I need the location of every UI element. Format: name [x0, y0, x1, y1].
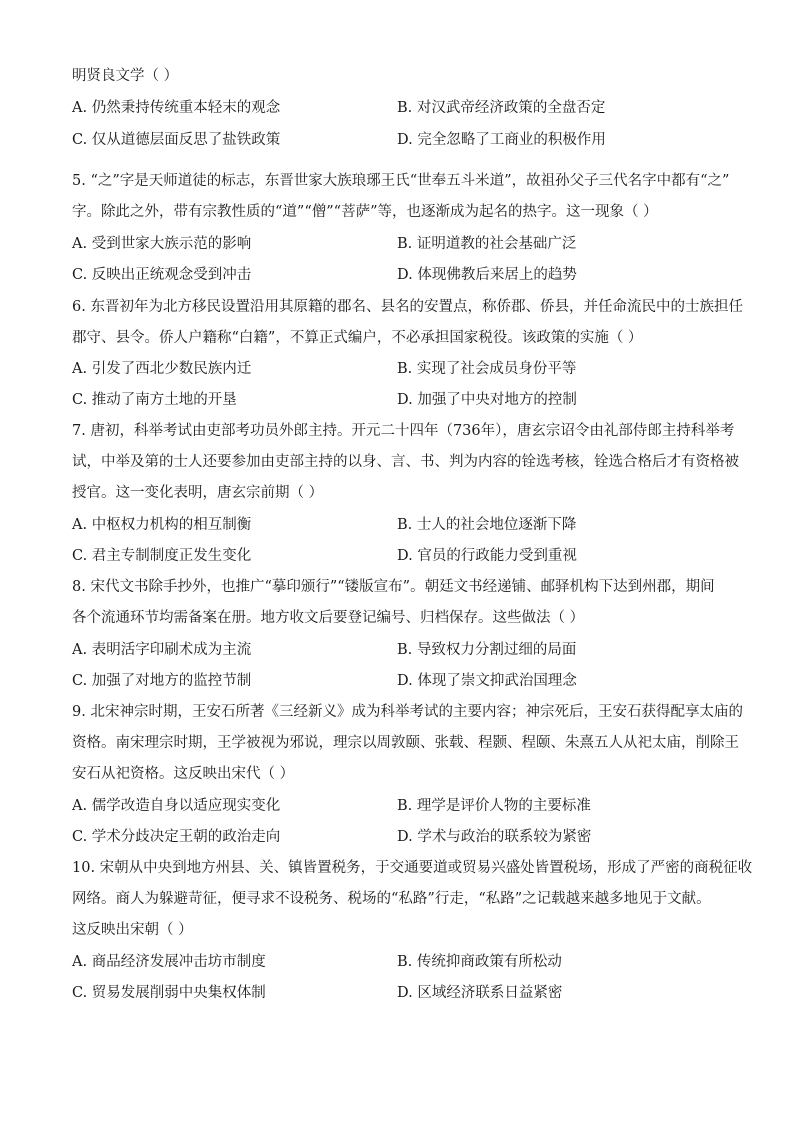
question-6-stem-line-2: 郡守、县令。侨人户籍称“白籍”，不算正式编户，不必承担国家税役。该政策的实施（ ） [72, 330, 643, 346]
question-9-option-c: C. 学术分歧决定王朝的政治走向 [72, 829, 281, 845]
question-6-stem-line-1: 6. 东晋初年为北方移民设置沿用其原籍的郡名、县名的安置点，称侨郡、侨县，并任命流民中的士族担任 [72, 299, 743, 315]
question-8-option-d: D. 体现了崇文抑武治国理念 [397, 673, 577, 689]
question-7-option-c: C. 君主专制制度正发生变化 [72, 548, 252, 564]
question-10-stem-line-3: 这反映出宋朝（ ） [72, 922, 193, 938]
question-4-option-a: A. 仍然秉持传统重本轻末的观念 [72, 100, 281, 116]
question-4-option-b: B. 对汉武帝经济政策的全盘否定 [397, 100, 606, 116]
question-6-option-a: A. 引发了西北少数民族内迁 [72, 361, 252, 377]
question-10-stem-line-1: 10. 宋朝从中央到地方州县、关、镇皆置税务，于交通要道或贸易兴盛处皆置税场，形成了严密的商税征收 [72, 860, 753, 876]
question-9-option-d: D. 学术与政治的联系较为紧密 [397, 829, 592, 845]
question-6-option-c: C. 推动了南方土地的开垦 [72, 392, 237, 408]
question-6-option-d: D. 加强了中央对地方的控制 [397, 392, 577, 408]
question-4-option-c: C. 仅从道德层面反思了盐铁政策 [72, 132, 281, 148]
question-6-option-b: B. 实现了社会成员身份平等 [397, 361, 577, 377]
question-10-option-d: D. 区域经济联系日益紧密 [397, 985, 563, 1001]
question-8-option-c: C. 加强了对地方的监控节制 [72, 673, 252, 689]
question-7-option-d: D. 官员的行政能力受到重视 [397, 548, 577, 564]
question-8-option-b: B. 导致权力分割过细的局面 [397, 642, 577, 658]
question-7-stem-line-1: 7. 唐初，科举考试由吏部考功员外郎主持。开元二十四年（736年），唐玄宗诏令由礼部侍郎主持科举考 [72, 423, 735, 439]
question-10-option-a: A. 商品经济发展冲击坊市制度 [72, 954, 266, 970]
question-5-option-d: D. 体现佛教后来居上的趋势 [397, 267, 577, 283]
question-5-stem-line-1: 5. “之”字是天师道徒的标志，东晋世家大族琅琊王氏“世奉五斗米道”，故祖孙父子三代名字中都有“之” [72, 173, 730, 189]
question-5-option-c: C. 反映出正统观念受到冲击 [72, 267, 252, 283]
question-5-option-b: B. 证明道教的社会基础广泛 [397, 236, 577, 252]
question-7-option-b: B. 士人的社会地位逐渐下降 [397, 517, 577, 533]
question-10-option-b: B. 传统抑商政策有所松动 [397, 954, 562, 970]
question-8-stem-line-1: 8. 宋代文书除手抄外，也推广“摹印颁行”“镂版宣布”。朝廷文书经递铺、邮驿机构下达到州郡，期间 [72, 579, 715, 595]
question-9-stem-line-3: 安石从祀资格。这反映出宋代（ ） [72, 766, 295, 782]
question-9-stem-line-2: 资格。南宋理宗时期，王学被视为邪说，理宗以周敦颐、张载、程颢、程颐、朱熹五人从祀太庙，削除王 [72, 735, 739, 751]
question-9-stem-line-1: 9. 北宋神宗时期，王安石所著《三经新义》成为科举考试的主要内容；神宗死后，王安石获得配享太庙的 [72, 704, 743, 720]
question-7-option-a: A. 中枢权力机构的相互制衡 [72, 517, 252, 533]
question-9-option-b: B. 理学是评价人物的主要标准 [397, 798, 591, 814]
question-9-option-a: A. 儒学改造自身以适应现实变化 [72, 798, 281, 814]
question-7-stem-line-3: 授官。这一变化表明，唐玄宗前期（ ） [72, 485, 324, 501]
question-10-option-c: C. 贸易发展削弱中央集权体制 [72, 985, 266, 1001]
question-4-option-d: D. 完全忽略了工商业的积极作用 [397, 132, 606, 148]
question-8-option-a: A. 表明活字印刷术成为主流 [72, 642, 252, 658]
question-8-stem-line-2: 各个流通环节均需备案在册。地方收文后要登记编号、归档保存。这些做法（ ） [72, 610, 585, 626]
question-10-stem-line-2: 网络。商人为躲避苛征，便寻求不设税务、税场的“私路”行走，“私路”之记载越来越多地见于文献。 [72, 891, 711, 907]
question-7-stem-line-2: 试，中举及第的士人还要参加由吏部主持的以身、言、书、判为内容的铨选考核，铨选合格后才有资格被 [72, 454, 739, 470]
question-4-stem-tail: 明贤良文学（ ） [72, 68, 179, 84]
question-5-option-a: A. 受到世家大族示范的影响 [72, 236, 252, 252]
question-5-stem-line-2: 字。除此之外，带有宗教性质的“道”“僧”“菩萨”等，也逐渐成为起名的热字。这一现象（ ） [72, 204, 658, 220]
